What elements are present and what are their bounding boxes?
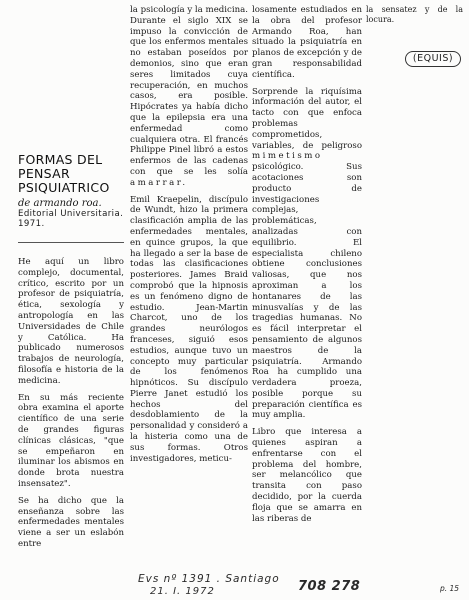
handwritten-date: 21. I. 1972 bbox=[150, 586, 215, 597]
paragraph: En su más reciente obra examina el aporte científico de una serie de grandes figuras clínicas clásicas, "que se empeñaron en iluminar los abismos en donde brota nuestra insensatez". bbox=[18, 392, 124, 489]
paragraph: la sensatez y de la locura. bbox=[366, 5, 463, 24]
paragraph: Libro que interesa a quienes aspiran a enfrentarse con el problema del hombre, ser melancólico que transita con paso decidido, por la cuerda floja que se amarra en las riberas de bbox=[252, 427, 362, 524]
heading-rule bbox=[18, 242, 124, 243]
book-author: de armando roa. bbox=[18, 198, 102, 209]
paragraph bbox=[252, 87, 362, 422]
paragraph: Se ha dicho que la enseñanza sobre las enfermedades mentales viene a ser un eslabón entre bbox=[18, 495, 124, 549]
faint-background-mark bbox=[18, 8, 98, 38]
book-publisher: Editorial Universitaria. bbox=[18, 209, 124, 219]
paragraph: losamente estudiados en la obra del profesor Armando Roa, han situado la psiquiatría en planos de excepción y de gran responsabilidad científica. bbox=[252, 5, 362, 80]
handwritten-source-note: Evs nº 1391 . Santiago bbox=[138, 573, 280, 585]
paragraph: Emil Kraepelin, discípulo de Wundt, hizo la primera clasificación amplia de las enfermedades mentales, en quince grupos, la que ha llegado a ser la base de todas las clasificaciones posteriores. James Braid comprobó que la hipnosis es un fenómeno digno de estudio. Jean-Martin Charcot, uno de los grandes neurólogos franceses, siguió esos estudios, aunque tuvo un concepto muy particular de los fenómenos hipnóticos. Su discípulo Pierre Janet estudió los hechos del desdoblamiento de la personalidad y consideró a la histeria como una de sus formas. Otros investigadores, meticu- bbox=[130, 194, 248, 464]
paragraph-text: la psicología y la medicina. Durante el siglo XIX se impuso la convicción de que los enfermos mentales no estaban poseídos por demonios, sino que eran seres limitados cuya recuperación, en muchos casos, era posible. Hipócrates ya había dicho que la epilepsia era una enfermedad como cualquiera otra. El francés Philippe Pinel libró a estos enfermos de las cadenas con que se les solía bbox=[130, 5, 248, 177]
paragraph-text: psicológico. Sus acotaciones son producto de investigaciones complejas, problemáticas, analizadas con equilibrio. El especialista chileno obtiene conclusiones valiosas, que nos aproximan a los hontanares de las minusvalías y de las tragedias humanas. No es fácil interpretar el pensamiento de algunos maestros de la psiquiatría. Armando Roa ha cumplido una verdadera proeza, posible porque su preparación científica es muy amplia. bbox=[252, 162, 362, 421]
paragraph: He aquí un libro complejo, documental, crítico, escrito por un profesor de psiquiatría, ética, sexología y antropología en las Universidades de Chile y Católica. Ha publicado numerosos trabajos de neurología, filosofía e historia de la medicina. bbox=[18, 257, 124, 386]
handwritten-page-number: p. 15 bbox=[440, 584, 460, 593]
handwritten-catalog-number: 708 278 bbox=[298, 579, 361, 594]
text-column-3 bbox=[252, 5, 362, 578]
title-line: FORMAS DEL bbox=[18, 152, 103, 167]
book-title bbox=[18, 153, 126, 195]
text-column-1 bbox=[18, 257, 124, 557]
spaced-word: mimetismo bbox=[252, 151, 323, 162]
title-line: PSIQUIATRICO bbox=[18, 180, 110, 195]
paragraph bbox=[130, 5, 248, 189]
title-line: PENSAR bbox=[18, 166, 70, 181]
text-column-4 bbox=[366, 5, 463, 45]
text-column-2 bbox=[130, 5, 248, 578]
review-heading bbox=[18, 153, 126, 229]
spaced-word: amarrar. bbox=[130, 177, 188, 188]
paragraph-text: Sorprende la riquísima información del autor, el tacto con que enfoca problemas comprometidos, variables, de peligroso bbox=[252, 86, 362, 151]
book-year: 1971. bbox=[18, 219, 45, 229]
source-stamp: (EQUIS) bbox=[405, 51, 461, 67]
